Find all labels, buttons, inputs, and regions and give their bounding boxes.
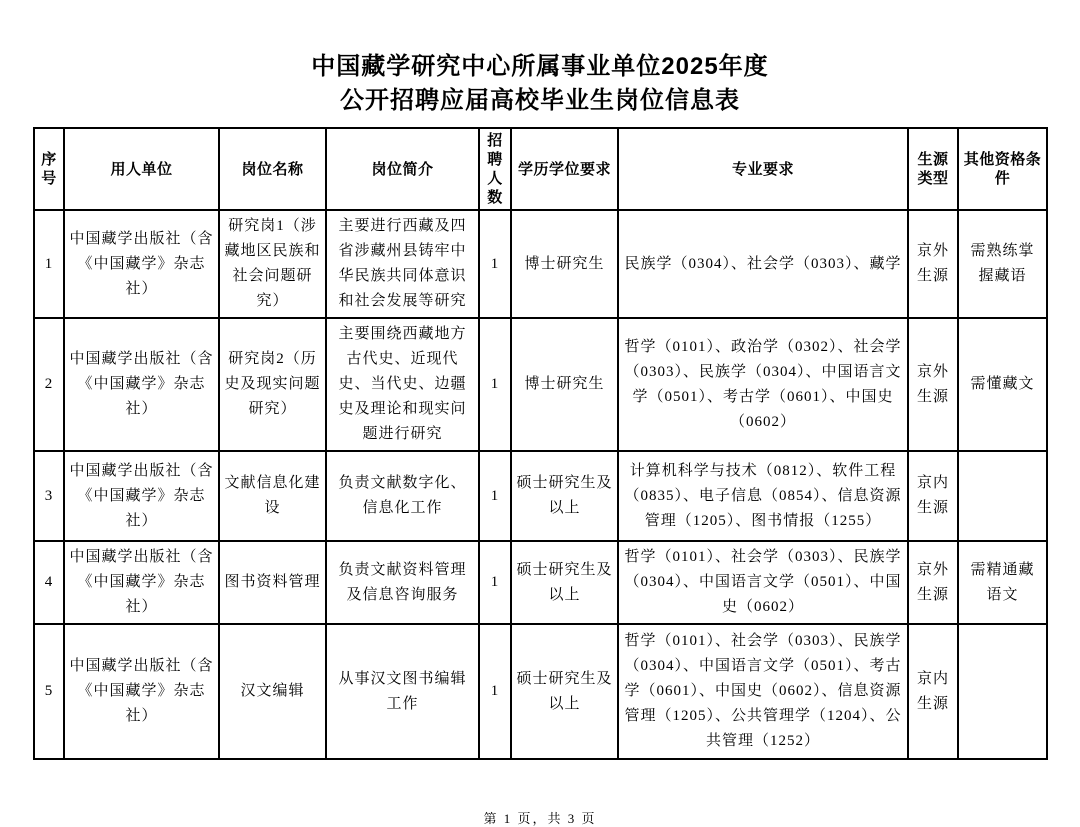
page-title-line1: 中国藏学研究中心所属事业单位2025年度 [311,53,769,80]
header-employer: 用人单位 [64,128,219,210]
majors-cell: 计算机科学与技术（0812）、软件工程（0835）、电子信息（0854）、信息资源管理（1205）、图书情报（1255） [618,451,908,541]
majors-cell: 哲学（0101）、社会学（0303）、民族学（0304）、中国语言文学（0501）、考古学（0601）、中国史（0602）、信息资源管理（1205）、公共管理学（1204）、公共管理（1252） [618,624,908,759]
other-cell: 需熟练掌握藏语 [958,210,1047,318]
origin-cell: 京外生源 [908,541,958,624]
employer-cell: 中国藏学出版社（含《中国藏学》杂志社） [64,210,219,318]
education-cell: 硕士研究生及以上 [511,541,618,624]
position-cell: 研究岗1（涉藏地区民族和社会问题研究） [219,210,326,318]
position-cell: 图书资料管理 [219,541,326,624]
seq-cell: 3 [34,451,64,541]
header-description: 岗位简介 [326,128,479,210]
header-seq: 序号 [34,128,64,210]
table-row [34,210,1047,318]
other-cell [958,624,1047,759]
header-position: 岗位名称 [219,128,326,210]
majors-cell: 民族学（0304）、社会学（0303）、藏学 [618,210,908,318]
header-education: 学历学位要求 [511,128,618,210]
table-row [34,541,1047,624]
other-cell [958,451,1047,541]
employer-cell: 中国藏学出版社（含《中国藏学》杂志社） [64,624,219,759]
majors-cell: 哲学（0101）、社会学（0303）、民族学（0304）、中国语言文学（0501）、中国史（0602） [618,541,908,624]
position-cell: 研究岗2（历史及现实问题研究） [219,318,326,451]
education-cell: 博士研究生 [511,318,618,451]
table-row [34,451,1047,541]
origin-cell: 京外生源 [908,210,958,318]
seq-cell: 4 [34,541,64,624]
header-headcount: 招聘人数 [479,128,511,210]
origin-cell: 京内生源 [908,624,958,759]
origin-cell: 京内生源 [908,451,958,541]
other-cell: 需精通藏语文 [958,541,1047,624]
position-cell: 文献信息化建设 [219,451,326,541]
headcount-cell: 1 [479,541,511,624]
headcount-cell: 1 [479,451,511,541]
headcount-cell: 1 [479,210,511,318]
header-origin: 生源类型 [908,128,958,210]
description-cell: 从事汉文图书编辑工作 [326,624,479,759]
seq-cell: 2 [34,318,64,451]
page-number: 第 1 页，共 3 页 [483,811,597,826]
description-cell: 主要围绕西藏地方古代史、近现代史、当代史、边疆史及理论和现实问题进行研究 [326,318,479,451]
position-cell: 汉文编辑 [219,624,326,759]
majors-cell: 哲学（0101）、政治学（0302）、社会学（0303）、民族学（0304）、中国语言文学（0501）、考古学（0601）、中国史（0602） [618,318,908,451]
table-row [34,318,1047,451]
other-cell: 需懂藏文 [958,318,1047,451]
employer-cell: 中国藏学出版社（含《中国藏学》杂志社） [64,541,219,624]
description-cell: 负责文献资料管理及信息咨询服务 [326,541,479,624]
headcount-cell: 1 [479,624,511,759]
page-title [0,50,1080,118]
header-row [34,128,1047,210]
headcount-cell: 1 [479,318,511,451]
description-cell: 主要进行西藏及四省涉藏州县铸牢中华民族共同体意识和社会发展等研究 [326,210,479,318]
description-cell: 负责文献数字化、信息化工作 [326,451,479,541]
page-title-line2: 公开招聘应届高校毕业生岗位信息表 [340,87,740,114]
education-cell: 硕士研究生及以上 [511,624,618,759]
origin-cell: 京外生源 [908,318,958,451]
education-cell: 硕士研究生及以上 [511,451,618,541]
header-majors: 专业要求 [618,128,908,210]
seq-cell: 5 [34,624,64,759]
positions-table [33,127,1048,760]
employer-cell: 中国藏学出版社（含《中国藏学》杂志社） [64,451,219,541]
education-cell: 博士研究生 [511,210,618,318]
seq-cell: 1 [34,210,64,318]
employer-cell: 中国藏学出版社（含《中国藏学》杂志社） [64,318,219,451]
header-other: 其他资格条件 [958,128,1047,210]
table-row [34,624,1047,759]
